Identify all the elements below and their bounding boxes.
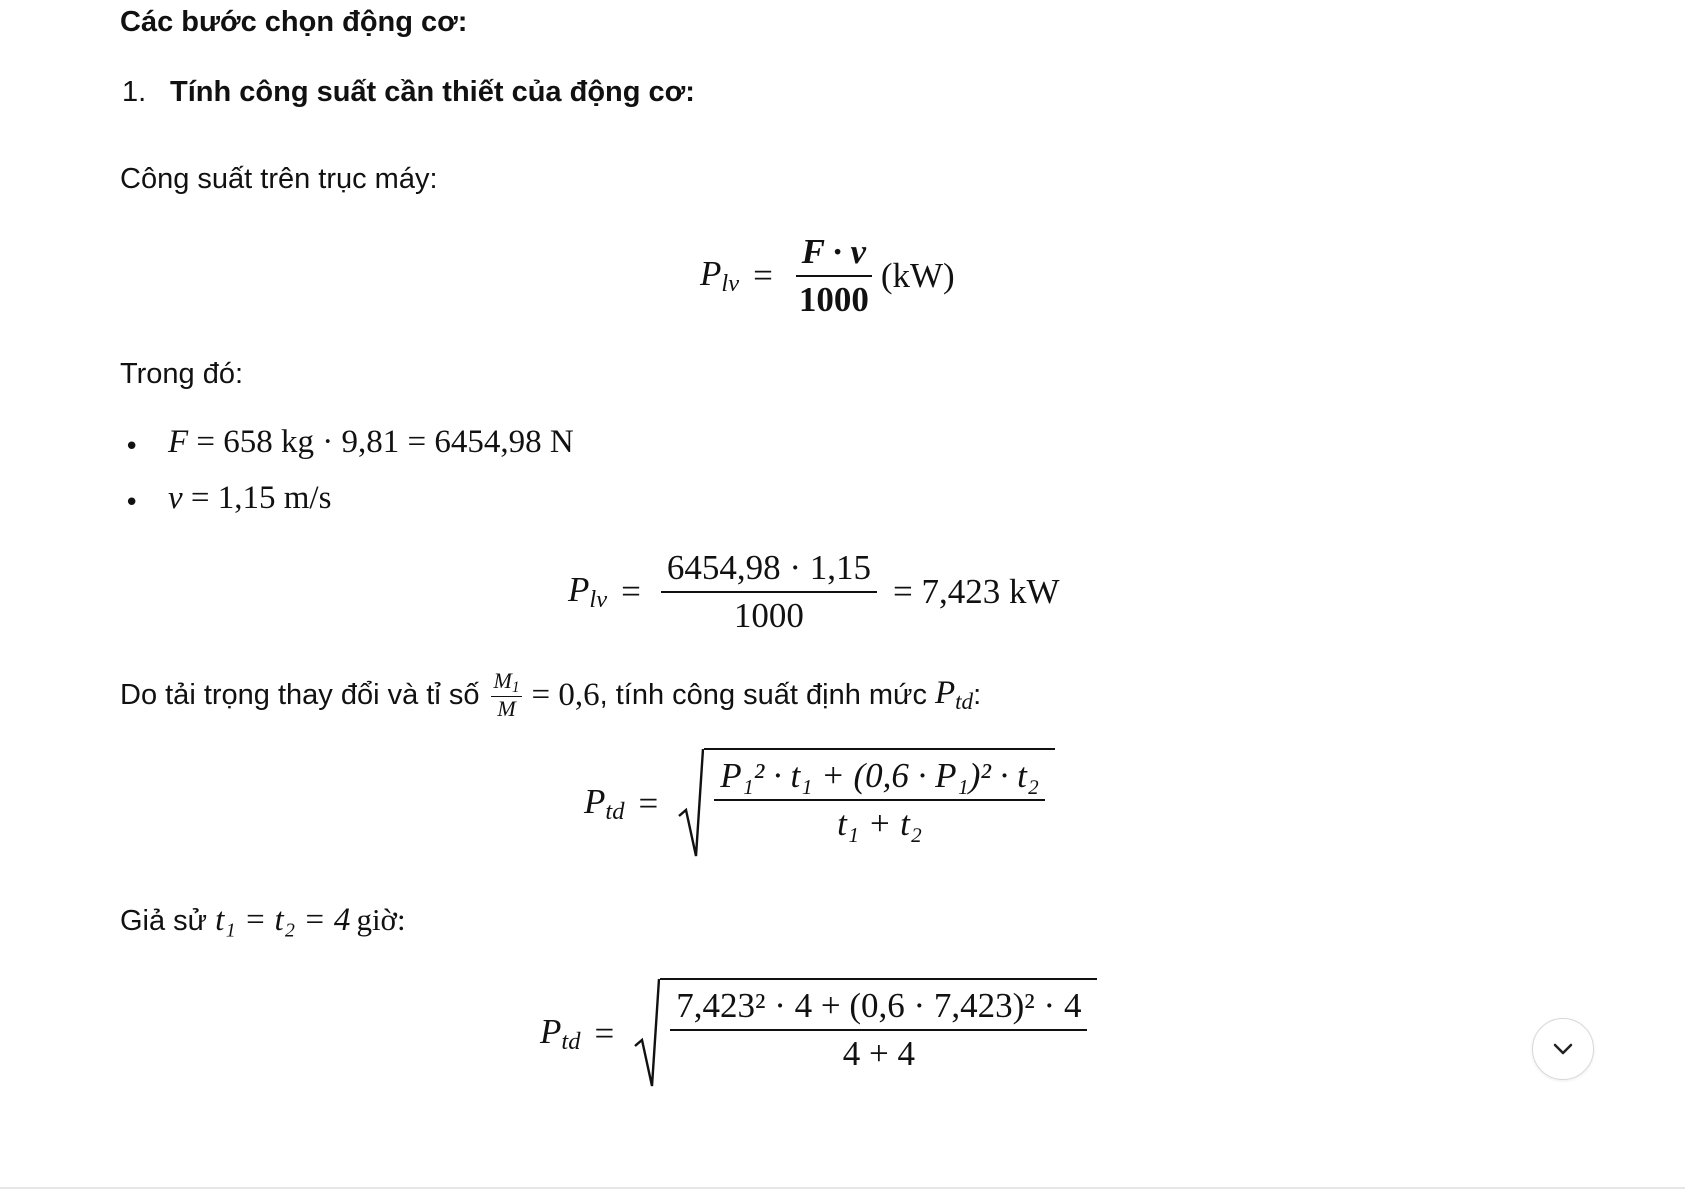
- fraction-numerator: 7,423² · 4 + (0,6 · 7,423)² · 4: [670, 986, 1087, 1031]
- ratio-text-after: , tính công suất định mức: [599, 678, 927, 711]
- ratio-text-before: Do tải trọng thay đổi và tỉ số: [120, 678, 480, 711]
- where-label: Trong đó:: [120, 358, 244, 390]
- equals-sign: =: [638, 784, 659, 823]
- bullet-item-force: F = 658 kg · 9,81 = 6454,98 N: [168, 424, 574, 460]
- ptd-symbol: $P_{td}$: [934, 675, 974, 714]
- step-title: Tính công suất cần thiết của động cơ:: [170, 76, 695, 108]
- formula-result: = 7,423 kW: [892, 572, 1060, 611]
- fraction: [670, 986, 1087, 1074]
- ratio-fraction: $\frac{M_1}{M}$: [493, 668, 520, 722]
- formula-lhs: $P_{lv}$: [700, 253, 740, 298]
- assume-sentence: [120, 902, 406, 939]
- equals-sign: =: [621, 572, 641, 611]
- fraction-denominator: 4 + 4: [842, 1034, 915, 1073]
- fraction-numerator: F · v: [796, 232, 873, 277]
- unit: (kW): [880, 256, 955, 295]
- bullet-item-velocity: v = 1,15 m/s: [168, 480, 332, 516]
- equals-sign: =: [753, 256, 773, 295]
- fraction-denominator: t₁ + t₂: [837, 804, 923, 843]
- square-root: [678, 748, 1055, 860]
- chevron-down-icon: [1552, 1042, 1574, 1056]
- formula-plv-general: [700, 232, 955, 320]
- radical-sign: [634, 978, 660, 1090]
- shaft-power-label: Công suất trên trục máy:: [120, 163, 438, 195]
- formula-plv-numeric: [568, 548, 1060, 636]
- formula-ptd-general: [584, 748, 1055, 860]
- formula-lhs: $P_{lv}$: [568, 569, 608, 614]
- formula-lhs: $P_{td}$: [584, 781, 625, 826]
- equals-sign: =: [594, 1014, 615, 1053]
- bullet-dot: •: [124, 488, 140, 518]
- bullet-dot: •: [124, 432, 140, 462]
- fraction: [793, 232, 875, 320]
- fraction-numerator: P₁² · t₁ + (0,6 · P₁)² · t₂: [714, 756, 1045, 801]
- fraction-denominator: 1000: [733, 596, 804, 635]
- formula-lhs: $P_{td}$: [540, 1011, 581, 1056]
- ratio-value: = 0,6: [531, 676, 600, 713]
- fraction-denominator: 1000: [798, 280, 869, 319]
- fraction: [661, 548, 877, 636]
- assume-unit: giờ:: [356, 902, 406, 937]
- radical-sign: [678, 748, 704, 860]
- formula-ptd-numeric: [540, 978, 1097, 1090]
- bottom-divider: [0, 1187, 1685, 1189]
- step-number: 1.: [122, 76, 147, 108]
- assume-label: Giả sử: [120, 905, 208, 937]
- fraction: [714, 756, 1045, 844]
- section-heading: Các bước chọn động cơ:: [120, 6, 468, 38]
- fraction-numerator: 6454,98 · 1,15: [661, 548, 877, 593]
- scroll-to-bottom-button[interactable]: [1532, 1018, 1594, 1080]
- assume-expression: t₁ = t₂ = 4: [215, 902, 351, 938]
- ratio-sentence: Do tải trọng thay đổi và tỉ số $\frac{M_1}{M}$ = 0,6 , tính công suất định mức $P_{td}$ :: [120, 668, 982, 722]
- square-root: [634, 978, 1097, 1090]
